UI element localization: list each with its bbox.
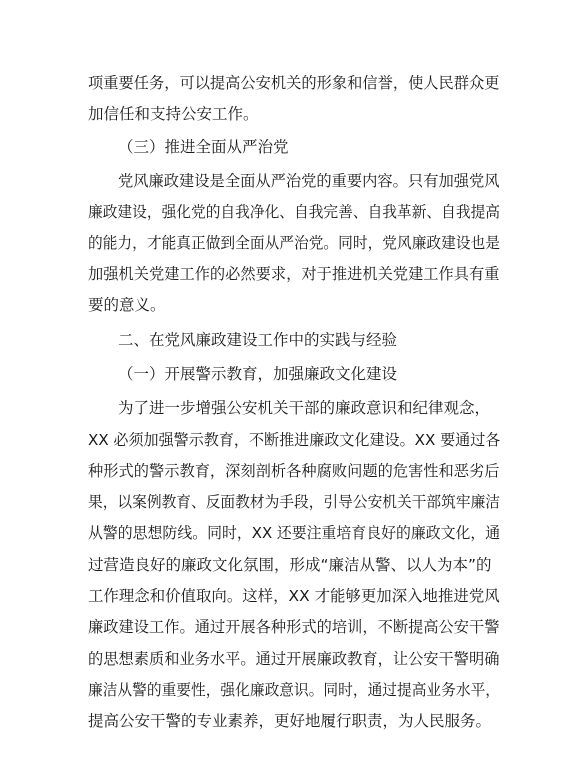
text-line-14: 果，以案例教育、反面教材为手段，引导公安机关干部筑牢廉洁	[88, 493, 501, 511]
text-line-4: 党风廉政建设是全面从严治党的重要内容。只有加强党风	[118, 172, 500, 190]
text-line-11: 为了进一步增强公安机关干部的廉政意识和纪律观念，	[118, 399, 491, 417]
body-text	[88, 73, 501, 730]
text-line-15: 从警的思想防线。同时，XX 还要注重培育良好的廉政文化，通	[88, 524, 501, 542]
text-line-17: 工作理念和价值取向。这样，XX 才能够更加深入地推进党风	[88, 587, 500, 605]
section-heading-3: （三）推进全面从严治党	[118, 138, 289, 156]
text-line-7: 加强机关党建工作的必然要求，对于推进机关党建工作具有重	[88, 265, 500, 283]
text-line-2: 加信任和支持公安工作。	[88, 105, 259, 123]
text-line-18: 廉政建设工作。通过开展各种形式的培训，不断提高公安干警	[88, 618, 500, 636]
section-heading-2: 二、在党风廉政建设工作中的实践与经验	[118, 331, 398, 349]
text-line-12: XX 必须加强警示教育，不断推进廉政文化建设。XX 要通过各	[88, 431, 501, 449]
subsection-heading-1: （一）开展警示教育，加强廉政文化建设	[118, 365, 398, 383]
text-line-19: 的思想素质和业务水平。通过开展廉政教育，让公安干警明确	[88, 650, 500, 668]
text-line-6: 的能力，才能真正做到全面从严治党。同时，党风廉政建设也是	[88, 234, 501, 252]
text-line-13: 种形式的警示教育，深刻剖析各种腐败问题的危害性和恶劣后	[88, 462, 500, 480]
text-line-1: 项重要任务，可以提高公安机关的形象和信誉，使人民群众更	[88, 74, 500, 92]
text-line-8: 要的意义。	[88, 296, 166, 314]
text-line-5: 廉政建设，强化党的自我净化、自我完善、自我革新、自我提高	[88, 203, 501, 221]
text-line-21: 提高公安干警的专业素养，更好地履行职责，为人民服务。	[88, 712, 492, 730]
text-line-20: 廉洁从警的重要性，强化廉政意识。同时，通过提高业务水平，	[88, 681, 501, 699]
text-line-16: 过营造良好的廉政文化氛围，形成“廉洁从警、以人为本”的	[88, 556, 492, 574]
